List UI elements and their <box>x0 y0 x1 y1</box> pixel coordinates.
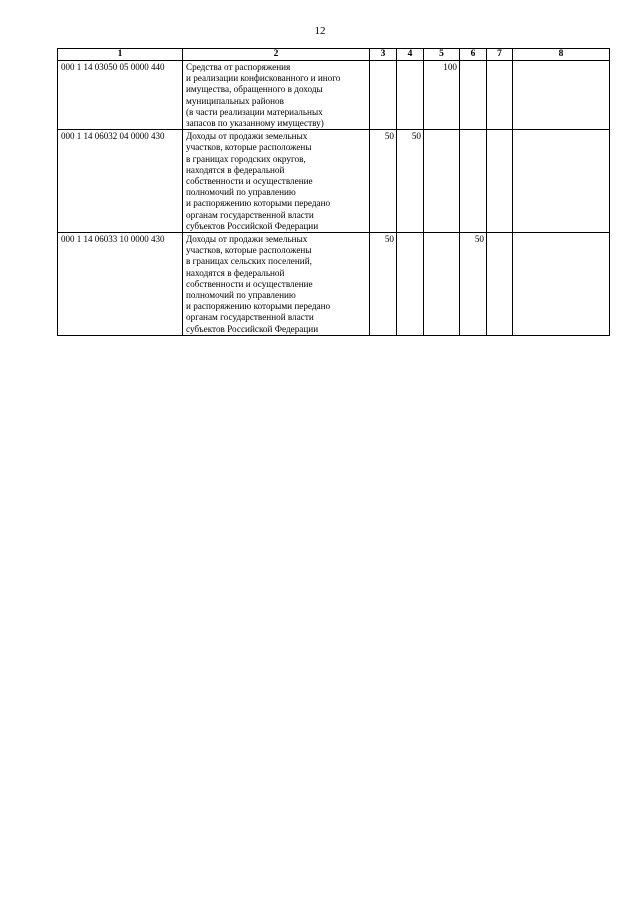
value-col-3: 50 <box>370 233 397 336</box>
value-col-8 <box>513 233 610 336</box>
header-col-5: 5 <box>424 49 460 61</box>
income-name-line: собственности и осуществление <box>186 176 313 187</box>
income-name-line: Доходы от продажи земельных <box>186 234 308 245</box>
income-name-line: полномочий по управлению <box>186 290 296 301</box>
table-row <box>58 61 610 130</box>
budget-table <box>57 48 610 336</box>
income-name <box>183 130 370 233</box>
header-col-2: 2 <box>183 49 370 61</box>
income-code: 000 1 14 06033 10 0000 430 <box>58 233 183 336</box>
header-col-7: 7 <box>487 49 513 61</box>
page-number: 12 <box>314 25 326 37</box>
value-col-4 <box>397 233 424 336</box>
income-name-line: в границах городских округов, <box>186 153 306 164</box>
value-col-3 <box>370 61 397 130</box>
value-col-6 <box>460 130 487 233</box>
header-col-4: 4 <box>397 49 424 61</box>
income-name-line: имущества, обращенного в доходы <box>186 84 323 95</box>
value-col-7 <box>487 233 513 336</box>
value-col-8 <box>513 61 610 130</box>
income-name-line: участков, которые расположены <box>186 142 312 153</box>
header-col-1: 1 <box>58 49 183 61</box>
value-col-6 <box>460 61 487 130</box>
income-name-line: в границах сельских поселений, <box>186 256 312 267</box>
income-name-line: собственности и осуществление <box>186 278 313 289</box>
header-col-3: 3 <box>370 49 397 61</box>
table-header <box>58 49 610 61</box>
income-name-line: органам государственной власти <box>186 209 314 220</box>
income-name-line: муниципальных районов <box>186 95 284 106</box>
header-row <box>58 49 610 61</box>
value-col-5: 100 <box>424 61 460 130</box>
value-col-4: 50 <box>397 130 424 233</box>
income-name-line: субъектов Российской Федерации <box>186 323 319 334</box>
value-col-7 <box>487 61 513 130</box>
income-name-line: участков, которые расположены <box>186 245 312 256</box>
income-name-line: Средства от распоряжения <box>186 62 291 72</box>
value-col-7 <box>487 130 513 233</box>
header-col-6: 6 <box>460 49 487 61</box>
value-col-5 <box>424 233 460 336</box>
income-name-line: и распоряжению которыми передано <box>186 301 331 312</box>
income-name-line: находятся в федеральной <box>186 267 285 278</box>
value-col-6: 50 <box>460 233 487 336</box>
value-col-5 <box>424 130 460 233</box>
income-name <box>183 233 370 336</box>
income-name-line: запасов по указанному имуществу) <box>186 118 324 129</box>
income-name-line: полномочий по управлению <box>186 187 296 198</box>
income-code: 000 1 14 06032 04 0000 430 <box>58 130 183 233</box>
income-name-line: и реализации конфискованного и иного <box>186 73 341 84</box>
value-col-4 <box>397 61 424 130</box>
table-row <box>58 233 610 336</box>
income-name-line: Доходы от продажи земельных <box>186 131 308 142</box>
income-name <box>183 61 370 130</box>
table-row <box>58 130 610 233</box>
header-col-8: 8 <box>513 49 610 61</box>
income-name-line: органам государственной власти <box>186 312 314 323</box>
income-name-line: и распоряжению которыми передано <box>186 198 331 209</box>
value-col-8 <box>513 130 610 233</box>
income-code: 000 1 14 03050 05 0000 440 <box>58 61 183 130</box>
value-col-3: 50 <box>370 130 397 233</box>
income-name-line: субъектов Российской Федерации <box>186 220 319 231</box>
income-name-line: находятся в федеральной <box>186 164 285 175</box>
income-name-line: (в части реализации материальных <box>186 106 323 117</box>
